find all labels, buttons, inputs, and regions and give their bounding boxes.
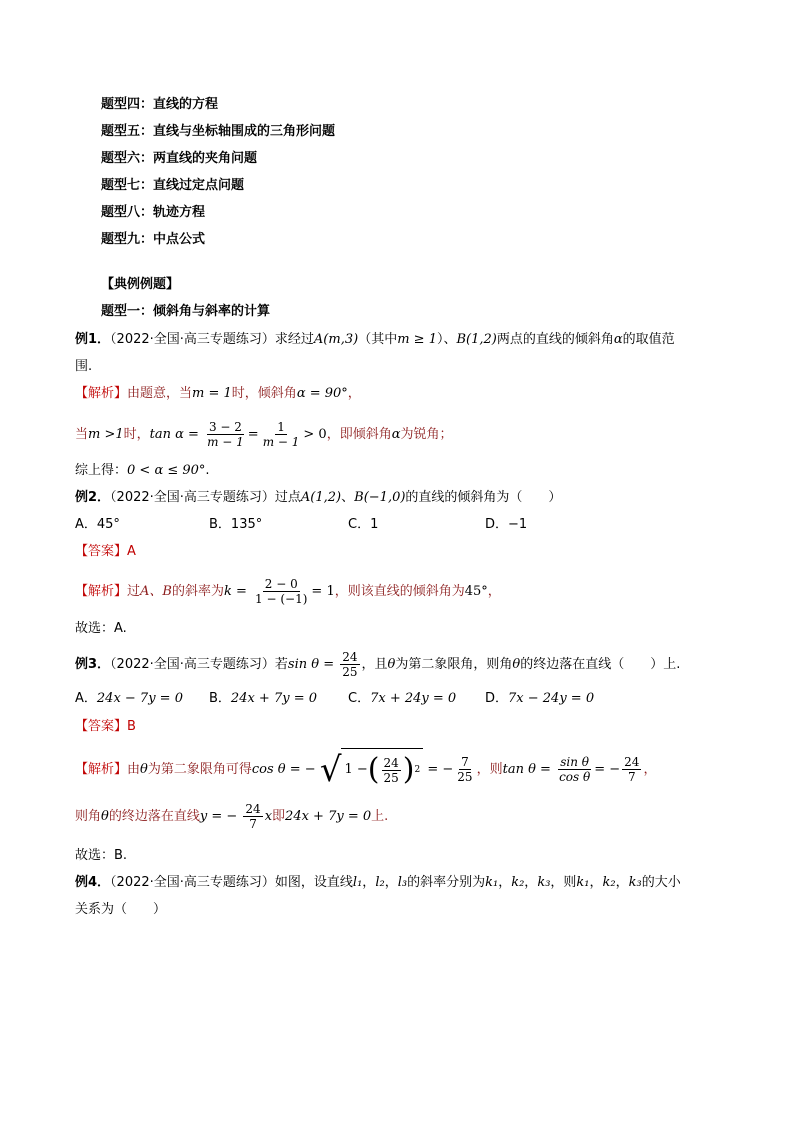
toc-item-7: 题型七：直线过定点问题 (101, 178, 245, 193)
fraction: $\frac{7}{25}$ (457, 755, 473, 784)
toc-item-4: 题型四：直线的方程 (101, 97, 219, 112)
topic-heading: 题型一：倾斜角与斜率的计算 (101, 304, 271, 319)
ex2-option-d: D．−1 (485, 517, 528, 532)
ex3-option-a: A．24x − 7y = 0 (75, 691, 183, 706)
fraction: $\frac{\text{sin θ}}{\text{cos θ}}$ (559, 755, 591, 784)
ex2-option-a: A．45° (75, 517, 120, 532)
ex3-answer: 【答案】B (75, 719, 136, 734)
fraction: $\frac{24}{7}$ (624, 755, 640, 784)
section-heading: 【典例例题】 (101, 277, 180, 292)
ex3-solution-line3: 故选：B. (75, 848, 128, 863)
ex3-option-d: D．7x − 24y = 0 (485, 691, 595, 706)
ex2-question: 例2．（2022·全国·高三专题练习）过点A(1,2)、B(−1,0)的直线的倾斜角为（ ） (75, 490, 562, 505)
ex1-solution-line2: 当m >1时，tan α = $\frac{3 - 2}{m - 1}$ = $\frac{1}{m - 1}$ > 0，即倾斜角α为锐角； (75, 420, 453, 449)
fraction: $\frac{24}{25}$ (383, 755, 399, 785)
ex3-option-c: C．7x + 24y = 0 (348, 691, 457, 706)
ex3-option-b: B．24x + 7y = 0 (209, 691, 317, 706)
ex2-solution-line2: 故选：A. (75, 621, 127, 636)
ex2-option-c: C．1 (348, 517, 379, 532)
ex3-solution-line1: 【解析】由θ为第二象限角可得cos θ = − √ 1 − ( $\frac{24}{25}$ ) 2 = − $\frac{7}{25}$ ，则tan θ = $\frac{\text{sin θ}}{\text{cos θ}}$ = − $\frac{24}{7}$ ， (75, 749, 657, 790)
fraction: $\frac{1}{m - 1}$ (262, 420, 300, 449)
toc-item-6: 题型六：两直线的夹角问题 (101, 151, 258, 166)
toc-item-5: 题型五：直线与坐标轴围成的三角形问题 (101, 124, 336, 139)
square-root: √ 1 − ( $\frac{24}{25}$ ) 2 (320, 748, 423, 791)
ex4-question-line1: 例4．（2022·全国·高三专题练习）如图，设直线l₁，l₂，l₃的斜率分别为k₁，k₂，k₃，则k₁，k₂，k₃的大小 (75, 875, 681, 890)
ex1-solution-line1: 【解析】由题意，当m = 1时，倾斜角α = 90°， (75, 386, 361, 401)
fraction: $\frac{3 - 2}{m - 1}$ (207, 420, 244, 449)
ex1-question-line2: 围. (75, 359, 93, 374)
ex3-question: 例3．（2022·全国·高三专题练习）若sin θ = $\frac{24}{25}$ ，且θ为第二象限角，则角θ的终边落在直线（ ）上. (75, 650, 681, 679)
ex1-question-line1: 例1．（2022·全国·高三专题练习）求经过A(m,3)（其中m ≥ 1）、B(1,2)两点的直线的倾斜角α的取值范 (75, 332, 675, 347)
ex4-question-line2: 关系为（ ） (75, 902, 167, 917)
ex1-solution-line3: 综上得：0 < α ≤ 90°. (75, 463, 210, 478)
fraction: $\frac{24}{25}$ (342, 650, 358, 679)
toc-item-9: 题型九：中点公式 (101, 232, 206, 247)
ex3-solution-line2: 则角θ的终边落在直线y = − $\frac{24}{7}$ x即24x + 7y = 0上. (75, 802, 389, 831)
fraction: $\frac{2 - 0}{1 - (-1)}$ (255, 577, 308, 606)
ex2-option-b: B．135° (209, 517, 263, 532)
ex2-answer: 【答案】A (75, 544, 136, 559)
fraction: $\frac{24}{7}$ (245, 802, 261, 831)
toc-item-8: 题型八：轨迹方程 (101, 205, 206, 220)
ex2-solution-line1: 【解析】过A、B的斜率为k = $\frac{2 - 0}{1 - (-1)}$ = 1，则该直线的倾斜角为45°， (75, 577, 501, 606)
